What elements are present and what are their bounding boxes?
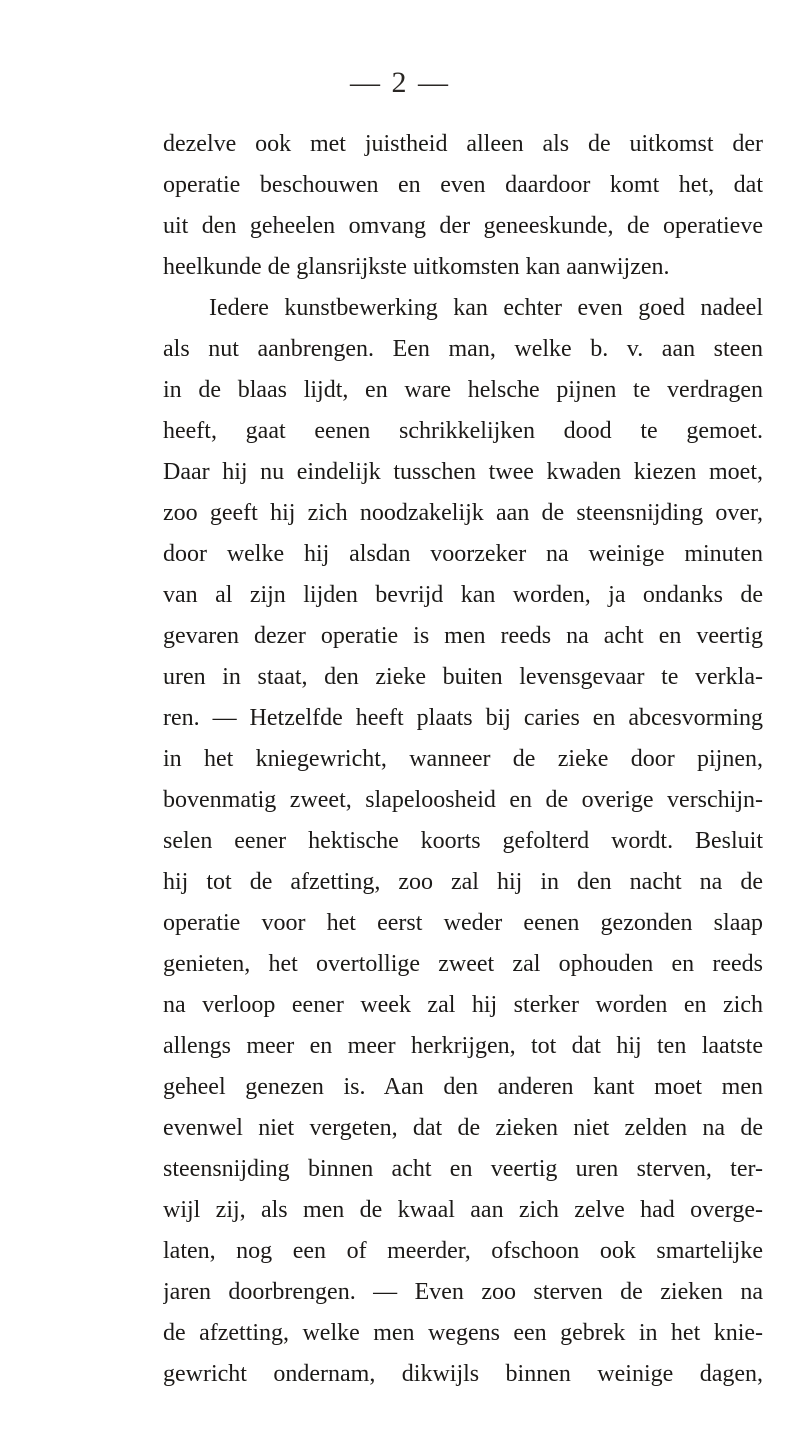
- text-line: na verloop eener week zal hij sterker worden en zich: [163, 992, 763, 1018]
- text-line: evenwel niet vergeten, dat de zieken niet zelden na de: [163, 1115, 763, 1141]
- text-line: steensnijding binnen acht en veertig uren sterven, ter-: [163, 1156, 763, 1182]
- body-text: [163, 124, 763, 1395]
- text-line: gevaren dezer operatie is men reeds na acht en veertig: [163, 623, 763, 649]
- text-line: bovenmatig zweet, slapeloosheid en de overige verschijn-: [163, 787, 763, 813]
- text-line: de afzetting, welke men wegens een gebrek in het knie-: [163, 1320, 763, 1346]
- text-line: operatie beschouwen en even daardoor komt het, dat: [163, 172, 763, 198]
- text-line: zoo geeft hij zich noodzakelijk aan de steensnijding over,: [163, 500, 763, 526]
- text-line: gewricht ondernam, dikwijls binnen weinige dagen,: [163, 1361, 763, 1387]
- text-line: heeft, gaat eenen schrikkelijken dood te gemoet.: [163, 418, 763, 444]
- text-line: uit den geheelen omvang der geneeskunde, de operatieve: [163, 213, 763, 239]
- text-line: geheel genezen is. Aan den anderen kant moet men: [163, 1074, 763, 1100]
- text-line: in het kniegewricht, wanneer de zieke door pijnen,: [163, 746, 763, 772]
- text-line: in de blaas lijdt, en ware helsche pijnen te verdragen: [163, 377, 763, 403]
- text-line: heelkunde de glansrijkste uitkomsten kan aanwijzen.: [163, 254, 670, 280]
- text-line: laten, nog een of meerder, ofschoon ook smartelijke: [163, 1238, 763, 1264]
- text-line: hij tot de afzetting, zoo zal hij in den nacht na de: [163, 869, 763, 895]
- text-line: dezelve ook met juistheid alleen als de uitkomst der: [163, 131, 763, 157]
- text-line: van al zijn lijden bevrijd kan worden, ja ondanks de: [163, 582, 763, 608]
- text-line: Daar hij nu eindelijk tusschen twee kwaden kiezen moet,: [163, 459, 763, 485]
- text-line: als nut aanbrengen. Een man, welke b. v. aan steen: [163, 336, 763, 362]
- text-line: door welke hij alsdan voorzeker na weinige minuten: [163, 541, 763, 567]
- text-line: selen eener hektische koorts gefolterd wordt. Besluit: [163, 828, 763, 854]
- text-line: operatie voor het eerst weder eenen gezonden slaap: [163, 910, 763, 936]
- text-line: jaren doorbrengen. — Even zoo sterven de zieken na: [163, 1279, 763, 1305]
- text-line: allengs meer en meer herkrijgen, tot dat hij ten laatste: [163, 1033, 763, 1059]
- text-line: ren. — Hetzelfde heeft plaats bij caries en abcesvorming: [163, 705, 763, 731]
- page-number: — 2 —: [350, 66, 450, 99]
- text-line: genieten, het overtollige zweet zal ophouden en reeds: [163, 951, 763, 977]
- text-line: uren in staat, den zieke buiten levensgevaar te verkla-: [163, 664, 763, 690]
- text-line: wijl zij, als men de kwaal aan zich zelve had overge-: [163, 1197, 763, 1223]
- text-line: Iedere kunstbewerking kan echter even goed nadeel: [209, 295, 763, 321]
